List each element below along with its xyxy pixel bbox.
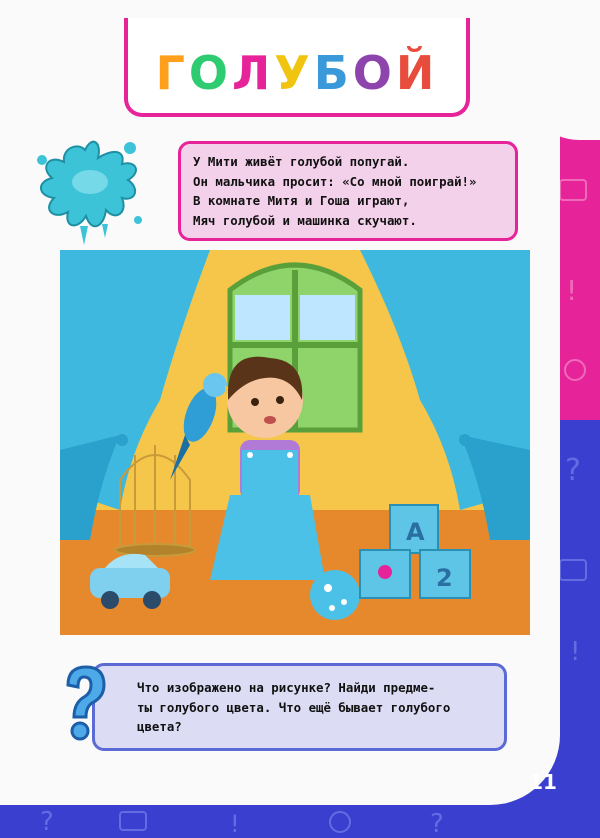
poem-line: Мяч голубой и машинка скучают.: [193, 212, 417, 228]
svg-text:!: !: [566, 274, 578, 307]
question-line: ты голубого цвета. Что ещё бывает голубого: [137, 699, 451, 715]
title-box: [124, 18, 470, 117]
ball-icon: [310, 570, 360, 620]
svg-text:?: ?: [430, 809, 444, 838]
svg-text:?: ?: [565, 453, 581, 488]
svg-text:A: A: [406, 518, 425, 546]
question-line: Что изображено на рисунке? Найди предме-: [137, 680, 436, 695]
page-title: ГОЛУБОЙ: [155, 46, 439, 100]
poem-line: В комнате Митя и Гоша играют,: [193, 193, 410, 208]
question-mark-icon: [58, 663, 108, 745]
svg-text:!: !: [570, 637, 581, 667]
question-box: [92, 663, 507, 751]
paint-splash-icon: [30, 130, 145, 250]
svg-text:!: !: [230, 810, 240, 838]
poem-box: [178, 141, 518, 241]
question-line: цвета?: [137, 719, 182, 734]
illustration-boy-with-parrot: [60, 250, 530, 635]
poem-line: У Мити живёт голубой попугай.: [193, 154, 410, 169]
page-number: 11: [529, 770, 557, 794]
poem-line: Он мальчика просит: «Со мной поиграй!»: [193, 173, 477, 189]
svg-text:?: ?: [40, 807, 54, 837]
svg-text:2: 2: [436, 564, 453, 592]
